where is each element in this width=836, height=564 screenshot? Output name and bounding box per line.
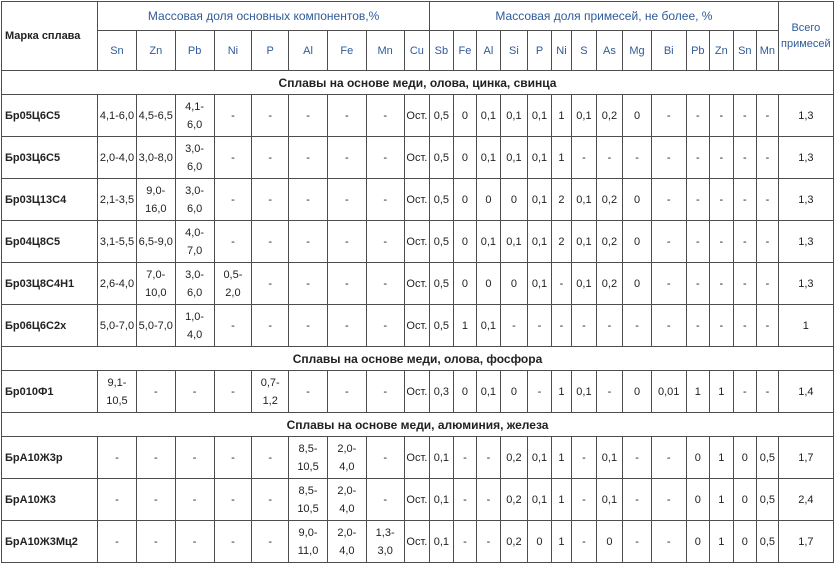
total-impurities-cell: 1,3	[778, 179, 833, 221]
impurity-cell: 0	[453, 95, 477, 137]
main-component-cell: 2,0- 4,0	[327, 521, 366, 563]
main-component-cell: Ост.	[404, 479, 430, 521]
main-component-cell: -	[252, 179, 289, 221]
main-col-header: Fe	[327, 31, 366, 71]
impurity-col-header: Al	[477, 31, 501, 71]
impurity-cell: 0,5	[430, 263, 454, 305]
main-component-cell: -	[214, 95, 252, 137]
main-component-cell: -	[289, 371, 328, 413]
impurity-cell: 0,1	[528, 437, 552, 479]
impurity-cell: -	[623, 305, 652, 347]
impurity-cell: 0,1	[528, 263, 552, 305]
header-row-groups	[2, 2, 834, 31]
alloy-grade: Бр010Ф1	[2, 371, 98, 413]
main-component-cell: -	[327, 179, 366, 221]
impurity-col-header: S	[572, 31, 597, 71]
total-impurities-cell: 1,4	[778, 371, 833, 413]
impurity-cell: 0	[453, 137, 477, 179]
table-row	[2, 179, 834, 221]
impurity-cell: 0	[596, 521, 623, 563]
table-row	[2, 221, 834, 263]
main-component-cell: Ост.	[404, 95, 430, 137]
impurity-cell: 0,5	[757, 479, 779, 521]
main-component-cell: Ост.	[404, 521, 430, 563]
main-component-cell: -	[214, 221, 252, 263]
impurity-cell: 0,1	[477, 305, 501, 347]
impurity-cell: 2	[551, 179, 571, 221]
main-component-cell: 9,0- 11,0	[289, 521, 328, 563]
main-component-cell: 2,0- 4,0	[327, 479, 366, 521]
main-component-cell: Ост.	[404, 179, 430, 221]
main-component-cell: 2,1-3,5	[98, 179, 137, 221]
impurity-cell: -	[651, 305, 686, 347]
main-component-cell: -	[366, 371, 404, 413]
alloy-grade: БрА10Ж3Мц2	[2, 521, 98, 563]
total-impurities-cell: 1,3	[778, 95, 833, 137]
main-col-header: Ni	[214, 31, 252, 71]
impurity-cell: 1	[710, 521, 734, 563]
impurity-cell: 1	[453, 305, 477, 347]
impurity-cell: -	[623, 479, 652, 521]
main-component-cell: -	[214, 179, 252, 221]
main-component-cell: -	[366, 437, 404, 479]
header-row-elements	[2, 31, 834, 71]
table-row	[2, 95, 834, 137]
main-component-cell: -	[214, 479, 252, 521]
impurity-cell: -	[686, 179, 710, 221]
impurity-cell: -	[528, 371, 552, 413]
table-row	[2, 479, 834, 521]
impurity-cell: 1	[551, 521, 571, 563]
impurity-cell: 1	[551, 371, 571, 413]
main-component-cell: 5,0-7,0	[136, 305, 175, 347]
main-component-cell: -	[289, 137, 328, 179]
main-component-cell: 2,0- 4,0	[327, 437, 366, 479]
impurity-cell: -	[596, 137, 623, 179]
main-component-cell: Ост.	[404, 305, 430, 347]
impurity-cell: -	[710, 221, 734, 263]
impurity-cell: -	[757, 95, 779, 137]
impurity-col-header: Mn	[757, 31, 779, 71]
impurity-cell: 0,1	[528, 221, 552, 263]
main-component-cell: 3,1-5,5	[98, 221, 137, 263]
alloy-grade: Бр03Ц8С4Н1	[2, 263, 98, 305]
impurity-cell: 0,1	[572, 179, 597, 221]
main-col-header: Cu	[404, 31, 430, 71]
impurity-cell: -	[651, 263, 686, 305]
impurity-col-header: Si	[500, 31, 528, 71]
main-component-cell: -	[366, 479, 404, 521]
impurity-cell: 0	[477, 263, 501, 305]
impurity-cell: 0	[500, 179, 528, 221]
impurity-cell: -	[453, 521, 477, 563]
main-component-cell: -	[136, 521, 175, 563]
main-component-cell: -	[327, 371, 366, 413]
impurity-cell: 0,1	[500, 221, 528, 263]
impurity-cell: -	[651, 179, 686, 221]
impurity-cell: 1	[686, 371, 710, 413]
table-row	[2, 521, 834, 563]
main-component-cell: 3,0- 6,0	[175, 137, 214, 179]
main-component-cell: -	[136, 479, 175, 521]
main-component-cell: 4,1- 6,0	[175, 95, 214, 137]
impurity-cell: -	[651, 137, 686, 179]
main-component-cell: -	[252, 305, 289, 347]
main-component-cell: Ост.	[404, 221, 430, 263]
impurity-col-header: Pb	[686, 31, 710, 71]
main-component-cell: -	[252, 263, 289, 305]
impurity-cell: 0,1	[528, 95, 552, 137]
main-component-cell: 8,5- 10,5	[289, 437, 328, 479]
impurity-cell: 0,1	[500, 95, 528, 137]
impurity-cell: -	[596, 371, 623, 413]
impurity-cell: 1	[551, 479, 571, 521]
main-component-cell: -	[366, 137, 404, 179]
impurity-cell: 0	[500, 371, 528, 413]
impurity-cell: 0	[500, 263, 528, 305]
alloy-grade: Бр03Ц6С5	[2, 137, 98, 179]
impurity-cell: -	[733, 305, 757, 347]
total-impurities-cell: 1,7	[778, 437, 833, 479]
impurity-cell: 0	[453, 221, 477, 263]
impurity-cell: 0,1	[477, 221, 501, 263]
impurity-cell: -	[733, 221, 757, 263]
main-component-cell: -	[98, 479, 137, 521]
main-component-cell: -	[214, 137, 252, 179]
impurity-cell: 0,1	[500, 137, 528, 179]
main-component-cell: -	[252, 95, 289, 137]
impurity-cell: 0,1	[477, 371, 501, 413]
table-row	[2, 437, 834, 479]
impurity-col-header: Zn	[710, 31, 734, 71]
impurity-cell: -	[757, 221, 779, 263]
main-component-cell: -	[175, 521, 214, 563]
impurity-cell: -	[551, 263, 571, 305]
impurity-cell: 0,1	[430, 437, 454, 479]
impurity-cell: -	[477, 479, 501, 521]
section-row	[2, 347, 834, 371]
impurity-cell: 0,1	[528, 137, 552, 179]
main-component-cell: -	[136, 437, 175, 479]
impurity-cell: -	[733, 179, 757, 221]
total-impurities-cell: 1,7	[778, 521, 833, 563]
main-component-cell: Ост.	[404, 437, 430, 479]
main-component-cell: -	[289, 305, 328, 347]
impurity-cell: -	[733, 95, 757, 137]
impurity-cell: 0,2	[596, 179, 623, 221]
main-component-cell: 1,3- 3,0	[366, 521, 404, 563]
impurity-cell: 0,2	[500, 437, 528, 479]
table-row	[2, 263, 834, 305]
impurity-cell: -	[623, 137, 652, 179]
main-component-cell: -	[289, 263, 328, 305]
main-component-cell: 5,0-7,0	[98, 305, 137, 347]
main-component-cell: -	[175, 371, 214, 413]
impurity-cell: 0,1	[596, 437, 623, 479]
main-component-cell: -	[366, 95, 404, 137]
impurity-cell: -	[686, 137, 710, 179]
impurity-cell: 0,1	[477, 137, 501, 179]
impurity-col-header: Ni	[551, 31, 571, 71]
section-row	[2, 71, 834, 95]
alloy-grade: БрА10Ж3р	[2, 437, 98, 479]
main-component-cell: -	[289, 179, 328, 221]
main-component-cell: -	[252, 221, 289, 263]
impurity-cell: 0,2	[500, 521, 528, 563]
main-component-cell: 4,5-6,5	[136, 95, 175, 137]
main-component-cell: -	[327, 263, 366, 305]
impurity-cell: 0	[733, 521, 757, 563]
impurity-cell: -	[710, 305, 734, 347]
main-component-cell: -	[366, 221, 404, 263]
impurity-cell: -	[686, 95, 710, 137]
impurity-cell: 0	[686, 479, 710, 521]
impurity-cell: -	[572, 479, 597, 521]
main-col-header: Sn	[98, 31, 137, 71]
main-component-cell: -	[327, 221, 366, 263]
main-component-cell: 2,0-4,0	[98, 137, 137, 179]
impurity-cell: -	[651, 479, 686, 521]
section-title: Сплавы на основе меди, алюминия, железа	[2, 413, 834, 437]
alloy-composition-table	[1, 1, 834, 563]
impurity-cell: 0,1	[430, 521, 454, 563]
impurity-cell: 1	[551, 437, 571, 479]
section-title: Сплавы на основе меди, олова, фосфора	[2, 347, 834, 371]
main-component-cell: -	[214, 521, 252, 563]
main-component-cell: 6,5-9,0	[136, 221, 175, 263]
total-impurities-cell: 1	[778, 305, 833, 347]
impurity-cell: -	[757, 371, 779, 413]
alloy-grade: Бр03Ц13С4	[2, 179, 98, 221]
main-component-cell: 1,0- 4,0	[175, 305, 214, 347]
impurity-cell: 0,1	[477, 95, 501, 137]
main-component-cell: 8,5- 10,5	[289, 479, 328, 521]
main-components-header: Массовая доля основных компонентов,%	[98, 2, 430, 31]
main-component-cell: -	[252, 521, 289, 563]
impurity-cell: -	[551, 305, 571, 347]
main-component-cell: 3,0-8,0	[136, 137, 175, 179]
impurity-cell: 0	[453, 263, 477, 305]
impurity-cell: -	[757, 179, 779, 221]
main-component-cell: 2,6-4,0	[98, 263, 137, 305]
impurities-header: Массовая доля примесей, не более, %	[430, 2, 779, 31]
impurity-cell: -	[733, 263, 757, 305]
impurity-cell: 0,2	[596, 221, 623, 263]
main-component-cell: -	[175, 437, 214, 479]
main-component-cell: 0,5- 2,0	[214, 263, 252, 305]
main-component-cell: -	[289, 221, 328, 263]
alloy-grade: Бр05Ц6С5	[2, 95, 98, 137]
main-component-cell: -	[252, 137, 289, 179]
main-component-cell: -	[214, 371, 252, 413]
impurity-col-header: Mg	[623, 31, 652, 71]
impurity-cell: -	[572, 521, 597, 563]
impurity-col-header: Sn	[733, 31, 757, 71]
impurity-cell: 0,1	[572, 263, 597, 305]
impurity-cell: -	[733, 137, 757, 179]
impurity-cell: 0,5	[430, 221, 454, 263]
impurity-cell: -	[710, 179, 734, 221]
impurity-cell: 1	[551, 95, 571, 137]
impurity-cell: -	[623, 437, 652, 479]
table-row	[2, 137, 834, 179]
impurity-cell: -	[686, 305, 710, 347]
grade-header: Марка сплава	[2, 2, 98, 71]
total-impurities-cell: 1,3	[778, 263, 833, 305]
main-component-cell: -	[214, 437, 252, 479]
impurity-cell: -	[651, 521, 686, 563]
impurity-cell: -	[757, 137, 779, 179]
impurity-cell: 0	[733, 437, 757, 479]
main-component-cell: -	[327, 95, 366, 137]
main-component-cell: -	[327, 137, 366, 179]
impurity-cell: -	[710, 95, 734, 137]
impurity-cell: 0,5	[757, 521, 779, 563]
main-component-cell: Ост.	[404, 371, 430, 413]
impurity-cell: 0	[477, 179, 501, 221]
main-component-cell: -	[98, 437, 137, 479]
impurity-cell: 0,5	[430, 137, 454, 179]
impurity-cell: -	[453, 479, 477, 521]
alloy-grade: Бр04Ц8С5	[2, 221, 98, 263]
impurity-cell: 0	[623, 371, 652, 413]
impurity-cell: 0,2	[596, 263, 623, 305]
impurity-cell: -	[453, 437, 477, 479]
impurity-cell: 1	[710, 371, 734, 413]
section-title: Сплавы на основе меди, олова, цинка, свинца	[2, 71, 834, 95]
main-component-cell: 4,1-6,0	[98, 95, 137, 137]
impurity-cell: 0	[733, 479, 757, 521]
impurity-cell: 0,5	[430, 179, 454, 221]
impurity-cell: 0	[686, 521, 710, 563]
impurity-cell: -	[596, 305, 623, 347]
impurity-cell: 0,3	[430, 371, 454, 413]
impurity-cell: -	[651, 95, 686, 137]
main-component-cell: -	[136, 371, 175, 413]
impurity-cell: 1	[710, 437, 734, 479]
main-component-cell: -	[252, 479, 289, 521]
impurity-cell: -	[623, 521, 652, 563]
impurity-cell: -	[477, 521, 501, 563]
impurity-cell: 0,1	[572, 371, 597, 413]
impurity-cell: 1	[551, 137, 571, 179]
impurity-cell: -	[651, 221, 686, 263]
impurity-cell: 0,1	[572, 221, 597, 263]
main-component-cell: 0,7- 1,2	[252, 371, 289, 413]
main-col-header: Mn	[366, 31, 404, 71]
impurity-cell: -	[572, 137, 597, 179]
impurity-cell: 0,1	[596, 479, 623, 521]
impurity-cell: 0	[453, 179, 477, 221]
impurity-cell: 0,5	[430, 305, 454, 347]
impurity-cell: -	[733, 371, 757, 413]
impurity-cell: -	[710, 263, 734, 305]
main-component-cell: -	[252, 437, 289, 479]
main-component-cell: 4,0- 7,0	[175, 221, 214, 263]
impurity-cell: -	[686, 263, 710, 305]
impurity-cell: -	[500, 305, 528, 347]
alloy-grade: БрА10Ж3	[2, 479, 98, 521]
impurity-cell: -	[757, 263, 779, 305]
impurity-cell: -	[528, 305, 552, 347]
impurity-cell: 0	[453, 371, 477, 413]
main-component-cell: Ост.	[404, 137, 430, 179]
main-col-header: P	[252, 31, 289, 71]
impurity-cell: 0	[623, 221, 652, 263]
main-component-cell: Ост.	[404, 263, 430, 305]
impurity-cell: -	[651, 437, 686, 479]
impurity-col-header: Bi	[651, 31, 686, 71]
main-component-cell: 7,0- 10,0	[136, 263, 175, 305]
main-component-cell: -	[214, 305, 252, 347]
main-component-cell: 3,0- 6,0	[175, 179, 214, 221]
main-component-cell: -	[366, 305, 404, 347]
impurity-cell: 0,5	[757, 437, 779, 479]
impurity-col-header: P	[528, 31, 552, 71]
main-component-cell: -	[289, 95, 328, 137]
total-impurities-cell: 1,3	[778, 137, 833, 179]
main-component-cell: 3,0- 6,0	[175, 263, 214, 305]
total-impurities-cell: 2,4	[778, 479, 833, 521]
impurity-cell: 0,1	[528, 179, 552, 221]
impurity-cell: -	[572, 305, 597, 347]
impurity-cell: 0	[623, 95, 652, 137]
impurity-cell: 0,1	[430, 479, 454, 521]
table-row	[2, 371, 834, 413]
impurity-col-header: Fe	[453, 31, 477, 71]
main-col-header: Pb	[175, 31, 214, 71]
main-col-header: Zn	[136, 31, 175, 71]
main-col-header: Al	[289, 31, 328, 71]
impurity-cell: 2	[551, 221, 571, 263]
impurity-cell: -	[710, 137, 734, 179]
main-component-cell: -	[366, 179, 404, 221]
impurity-col-header: Sb	[430, 31, 454, 71]
main-component-cell: -	[98, 521, 137, 563]
main-component-cell: -	[327, 305, 366, 347]
main-component-cell: 9,1- 10,5	[98, 371, 137, 413]
total-impurities-header: Всего примесей	[778, 2, 833, 71]
table-row	[2, 305, 834, 347]
impurity-cell: 0	[528, 521, 552, 563]
impurity-cell: -	[572, 437, 597, 479]
impurity-cell: 0	[623, 179, 652, 221]
impurity-cell: 1	[710, 479, 734, 521]
total-impurities-cell: 1,3	[778, 221, 833, 263]
impurity-cell: 0,5	[430, 95, 454, 137]
impurity-cell: -	[686, 221, 710, 263]
impurity-cell: 0	[686, 437, 710, 479]
section-row	[2, 413, 834, 437]
impurity-cell: 0,1	[572, 95, 597, 137]
impurity-cell: 0,1	[528, 479, 552, 521]
impurity-col-header: As	[596, 31, 623, 71]
impurity-cell: 0,2	[500, 479, 528, 521]
main-component-cell: -	[175, 479, 214, 521]
alloy-grade: Бр06Ц6С2х	[2, 305, 98, 347]
impurity-cell: 0,2	[596, 95, 623, 137]
main-component-cell: 9,0- 16,0	[136, 179, 175, 221]
main-component-cell: -	[366, 263, 404, 305]
impurity-cell: -	[477, 437, 501, 479]
impurity-cell: 0	[623, 263, 652, 305]
impurity-cell: -	[757, 305, 779, 347]
impurity-cell: 0,01	[651, 371, 686, 413]
